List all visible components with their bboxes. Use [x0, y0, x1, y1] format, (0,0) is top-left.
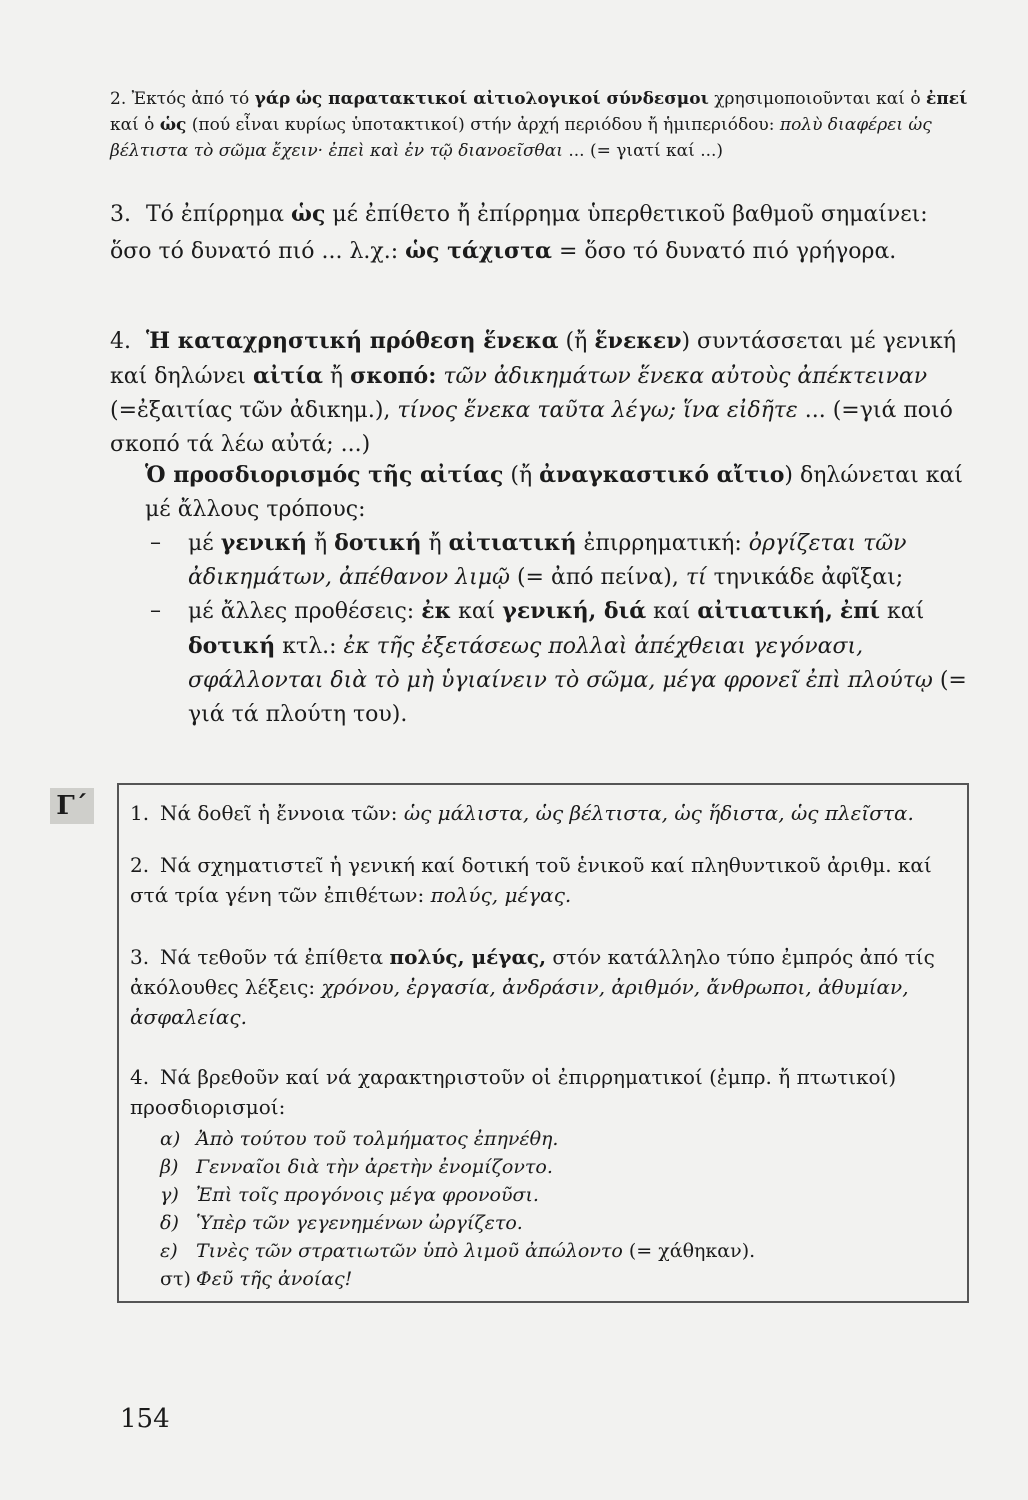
example-quote: τί [685, 565, 707, 590]
section-label: Γ΄ [50, 788, 94, 824]
exercise-4 [130, 1062, 960, 1122]
text: ἤ [421, 531, 449, 556]
bold-term: ἀναγκαστικό αἴτιο [539, 462, 785, 488]
bold-term: γενική, διά [502, 598, 647, 624]
bold-term: σκοπό: [350, 363, 437, 389]
exercise-4-item [160, 1182, 960, 1208]
text: (ἤ [503, 463, 540, 488]
bold-term: δοτική [188, 633, 276, 659]
bold-term: γάρ [254, 89, 291, 109]
example-quote: ὡς μάλιστα, ὡς βέλτιστα, ὡς ἥδιστα, ὡς πλεῖστα. [403, 801, 914, 825]
text: κτλ.: [275, 634, 344, 659]
paragraph-2 [110, 86, 970, 164]
text: ) συντάσσεται μέ γενική καί δηλώνει [110, 329, 957, 389]
paragraph-number: 2. [110, 89, 127, 109]
paragraph-number: 3. [110, 202, 131, 227]
text: καί [646, 599, 698, 624]
item-text: Τινὲς τῶν στρατιωτῶν ὑπὸ λιμοῦ ἀπώλοντο [196, 1240, 623, 1262]
exercise-number: 3. [130, 945, 150, 969]
text: χρησιμοποιοῦνται καί ὁ [708, 89, 926, 109]
text: καί ὁ [110, 115, 160, 135]
bold-term: γενική [220, 530, 307, 556]
item-gloss: (= χάθηκαν). [622, 1240, 756, 1262]
example-quote: ἐκ τῆς ἐξετάσεως πολλαὶ ἀπέχθειαι γεγόνασι, σφάλλονται διὰ τὸ μὴ ὑγιαίνειν τὸ σῶμα, μέγα φρονεῖ ἐπὶ πλούτῳ [188, 634, 933, 693]
item-label: β) [160, 1156, 179, 1178]
text [833, 599, 840, 624]
dash-marker: – [150, 598, 161, 623]
text: Τό ἐπίρρημα [146, 202, 291, 227]
item-label: δ) [160, 1212, 179, 1234]
item-text: Φεῦ τῆς ἀνοίας! [196, 1268, 353, 1290]
item-label: ε) [160, 1240, 178, 1262]
example-quote: πολύς, μέγας. [430, 883, 572, 907]
item-text: Γενναῖοι διὰ τὴν ἀρετὴν ἐνομίζοντο. [196, 1156, 553, 1178]
text: Νά τεθοῦν τά ἐπίθετα [160, 945, 390, 969]
dash-marker: – [150, 530, 161, 555]
text: μέ ἐπίθετο ἤ ἐπίρρημα ὑπερθετικοῦ βαθμοῦ σημαίνει: ὅσο τό δυνατό πιό ... λ.χ.: [110, 202, 928, 264]
exercise-4-item [160, 1154, 960, 1180]
paragraph-number: 4. [110, 329, 131, 354]
bold-term: Ἡ καταχρηστική πρόθεση ἕνεκα [146, 328, 559, 354]
text: (=ἐξαιτίας τῶν ἀδικημ.), [110, 398, 398, 423]
text: ἤ [307, 531, 335, 556]
text: ... (= γιατί καί ...) [562, 141, 724, 161]
item-label: α) [160, 1128, 181, 1150]
example-quote: χρόνου, ἐργασία, ἀνδράσιν, ἀριθμόν, ἄνθρωποι, ἀθυμίαν, ἀσφαλείας. [130, 975, 909, 1029]
text: ἐπιρρηματική: [576, 531, 749, 556]
exercise-number: 1. [130, 801, 150, 825]
item-label: στ) [160, 1268, 191, 1290]
example-quote: ὀργίζεται τῶν ἀδικημάτων, ἀπέθανον λιμῷ [188, 531, 907, 590]
bold-term: ὡς [291, 201, 326, 227]
bold-term: δοτική [334, 530, 422, 556]
bold-term: ὡς τάχιστα [405, 238, 552, 264]
exercise-4-item [160, 1126, 960, 1152]
text: μέ [188, 531, 221, 556]
exercise-number: 2. [130, 853, 150, 877]
text: στόν κατάλληλο τύπο ἐμπρός ἀπό τίς ἀκόλουθες λέξεις: [130, 945, 935, 999]
exercise-3 [130, 942, 960, 1032]
bold-term: ὡς παρατακτικοί αἰτιολογικοί σύνδεσμοι [295, 89, 709, 109]
item-text: Ὑπὲρ τῶν γεγενημένων ὠργίζετο. [196, 1212, 523, 1234]
dash-item-text [188, 526, 970, 595]
dash-item-1 [150, 526, 970, 595]
bold-term: αἰτία [252, 363, 323, 389]
text: Ἐκτός ἀπό τό [131, 89, 255, 109]
bold-term: ἐκ [421, 598, 452, 624]
text: (= γιά τά πλούτη του). [188, 668, 967, 727]
example-quote: τῶν ἀδικημάτων ἕνεκα αὐτοὺς ἀπέκτειναν [443, 364, 928, 389]
text: καί [451, 599, 503, 624]
bold-term: ἐπί [839, 598, 881, 624]
dash-item-2 [150, 594, 970, 732]
text: ) δηλώνεται καί μέ ἄλλους τρόπους: [145, 463, 963, 522]
item-text: Ἀπὸ τούτου τοῦ τολμήματος ἐπηνέθη. [196, 1128, 559, 1150]
exercise-4-item [160, 1266, 960, 1292]
paragraph-4 [110, 324, 970, 462]
bold-term: ὡς [159, 115, 187, 135]
text: ἤ [322, 364, 351, 389]
paragraph-cause-intro [145, 458, 970, 527]
example-quote: τίνος ἕνεκα ταῦτα λέγω; ἵνα εἰδῆτε [397, 398, 798, 423]
item-label: γ) [160, 1184, 179, 1206]
text: (= ἀπό πείνα), [509, 565, 686, 590]
text: ... (=γιά ποιό σκοπό τά λέω αὐτά; ...) [110, 398, 953, 457]
text: = ὅσο τό δυνατό πιό γρήγορα. [551, 239, 897, 264]
exercise-1 [130, 798, 960, 828]
text: (πού εἶναι κυρίως ὑποτακτικοί) στήν ἀρχή περιόδου ἤ ἡμιπεριόδου: [186, 115, 780, 135]
bold-term: αἰτιατική, [697, 598, 833, 624]
dash-item-text [188, 594, 970, 732]
exercise-number: 4. [130, 1065, 150, 1089]
exercise-2 [130, 850, 960, 910]
text: (ἤ [558, 329, 595, 354]
bold-term: πολύς, μέγας, [389, 945, 547, 969]
text: καί [880, 599, 925, 624]
bold-term: ἐπεί [926, 89, 968, 109]
text: τηνικάδε ἀφῖξαι; [706, 565, 904, 590]
text: Νά βρεθοῦν καί νά χαρακτηριστοῦν οἱ ἐπιρρηματικοί (ἐμπρ. ἤ πτωτικοί) προσδιορισμοί: [130, 1065, 897, 1119]
item-text: Ἐπὶ τοῖς προγόνοις μέγα φρονοῦσι. [196, 1184, 539, 1206]
text: Νά δοθεῖ ἡ ἔννοια τῶν: [160, 801, 404, 825]
paragraph-3 [110, 196, 970, 270]
exercise-4-item [160, 1238, 960, 1264]
bold-term: Ὁ προσδιορισμός τῆς αἰτίας [145, 462, 504, 488]
page-number: 154 [120, 1404, 170, 1434]
exercise-4-item [160, 1210, 960, 1236]
bold-term: αἰτιατική [448, 530, 577, 556]
example-quote: πολὺ διαφέρει ὡς βέλτιστα τὸ σῶμα ἔχειν· ἐπεὶ καὶ ἐν τῷ διανοεῖσθαι [110, 115, 932, 161]
text: Νά σχηματιστεῖ ἡ γενική καί δοτική τοῦ ἑνικοῦ καί πληθυντικοῦ ἀριθμ. καί στά τρία γένη τῶν ἐπιθέτων: [130, 853, 932, 907]
bold-term: ἕνεκεν [594, 328, 682, 354]
text: μέ ἄλλες προθέσεις: [188, 599, 422, 624]
